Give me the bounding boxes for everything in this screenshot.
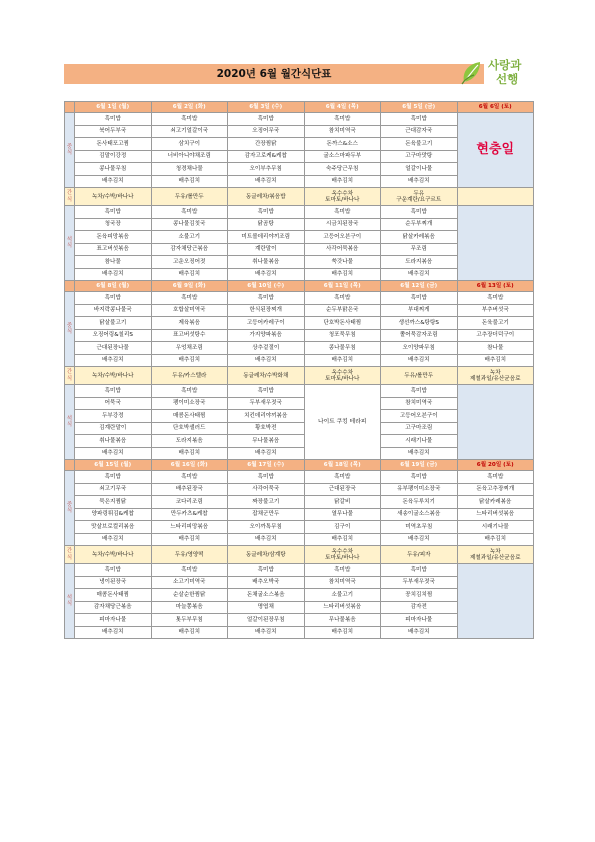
snack-item: 동글레차/볶음밥 [228, 188, 305, 206]
lunch-row [65, 317, 534, 330]
menu-item: 돈육불고기 [457, 317, 534, 330]
menu-item: 미역초무침 [381, 521, 458, 534]
dinner-row [65, 564, 534, 577]
day-header: 6월 5일 (금) [381, 102, 458, 113]
menu-item: 사각어묵국 [228, 483, 305, 496]
menu-item: 콩나물무침 [304, 342, 381, 355]
menu-item: 참치미역국 [304, 125, 381, 138]
menu-item: 단호박샐러드 [151, 422, 228, 435]
menu-item: 흑미밥 [75, 385, 152, 398]
menu-item: 배추김치 [228, 533, 305, 546]
menu-item: 오이양파무침 [381, 342, 458, 355]
menu-item: 고구마조림 [381, 422, 458, 435]
dinner-row [65, 206, 534, 219]
day-header: 6월 17일 (수) [228, 460, 305, 471]
day-header: 6월 11일 (목) [304, 281, 381, 292]
menu-item: 흑미밥 [151, 292, 228, 305]
logo-text-line2: 선행 [496, 72, 519, 86]
menu-item: 감자채당근볶음 [151, 243, 228, 256]
menu-item: 너비아니야채조림 [151, 150, 228, 163]
snack-item: 동글레차/수박화채 [228, 367, 305, 385]
menu-item: 흑미밥 [381, 471, 458, 484]
day-header: 6월 20일 (토) [457, 460, 534, 471]
snack-item: 두유/카스텔라 [151, 367, 228, 385]
snack-row [65, 367, 534, 385]
menu-item: 배추김치 [381, 268, 458, 281]
snack-row [65, 546, 534, 564]
day-header: 6월 9일 (화) [151, 281, 228, 292]
menu-item: 사각어묵볶음 [304, 243, 381, 256]
menu-item: 피마자나물 [381, 614, 458, 627]
menu-item: 상추겉절이 [228, 342, 305, 355]
menu-item: 배추김치 [381, 175, 458, 188]
menu-item: 굴소스마파두부 [304, 150, 381, 163]
menu-item: 흑미밥 [151, 206, 228, 219]
menu-item: 배추김치 [151, 268, 228, 281]
menu-item: 가지양파볶음 [228, 329, 305, 342]
menu-item: 배추김치 [75, 175, 152, 188]
day-header: 6월 16일 (화) [151, 460, 228, 471]
menu-item: 배추김치 [304, 354, 381, 367]
menu-item: 고추장더덕구이 [457, 329, 534, 342]
menu-item: 열무나물 [304, 508, 381, 521]
menu-item: 배추김치 [75, 626, 152, 639]
menu-item: 김구이 [304, 521, 381, 534]
day-header: 6월 19일 (금) [381, 460, 458, 471]
menu-item: 시금치된장국 [304, 218, 381, 231]
menu-item: 배추김치 [151, 354, 228, 367]
menu-item: 돈육고추장찌개 [457, 483, 534, 496]
menu-item: 오이부추무침 [228, 163, 305, 176]
menu-item: 청국장 [75, 218, 152, 231]
menu-item: 잡채군만두 [228, 508, 305, 521]
menu-item: 부추버섯국 [457, 304, 534, 317]
menu-item: 흑미밥 [151, 471, 228, 484]
menu-item: 흑미밥 [151, 564, 228, 577]
menu-item: 닭살불고기 [75, 317, 152, 330]
menu-item: 고등어카레구이 [228, 317, 305, 330]
day-header: 6월 1일 (월) [75, 102, 152, 113]
day-header: 6월 12일 (금) [381, 281, 458, 292]
snack-item: 두유/롤만두 [381, 367, 458, 385]
menu-item: 참나물 [75, 256, 152, 269]
menu-item: 소불고기 [304, 589, 381, 602]
menu-item: 흑미밥 [228, 113, 305, 126]
day-header: 6월 10일 (수) [228, 281, 305, 292]
menu-item: 감자전 [381, 601, 458, 614]
menu-item: 배추김치 [75, 354, 152, 367]
menu-item: 흑미밥 [381, 564, 458, 577]
menu-item: 고운오징어젓 [151, 256, 228, 269]
menu-item: 숙주당근무침 [304, 163, 381, 176]
snack-item: 두유/영양떡 [151, 546, 228, 564]
menu-item: 돈육피망볶음 [75, 231, 152, 244]
menu-item: 흑미밥 [304, 471, 381, 484]
menu-item: 청경채나물 [151, 163, 228, 176]
snack-item: 옥수수차 토마토/바나나 [304, 546, 381, 564]
menu-item: 배추김치 [75, 268, 152, 281]
leaf-logo-icon [460, 60, 484, 86]
menu-item: 취나물볶음 [75, 435, 152, 448]
menu-item: 배추김치 [228, 626, 305, 639]
menu-item: 흑미밥 [228, 206, 305, 219]
page-title: 2020년 6월 월간식단표 [216, 68, 332, 80]
snack-label: 간 식 [65, 546, 75, 564]
menu-item: 간장찜닭 [228, 138, 305, 151]
menu-item: 시래기나물 [381, 435, 458, 448]
logo-text [488, 58, 542, 86]
menu-item: 오이까톡무침 [228, 521, 305, 534]
menu-item: 돈사태포고찜 [75, 138, 152, 151]
snack-item: 두유/피자 [381, 546, 458, 564]
menu-item: 참치미역국 [381, 397, 458, 410]
menu-item: 쑥갓나물 [304, 256, 381, 269]
day-header: 6월 8일 (월) [75, 281, 152, 292]
menu-item: 미트볼데리야끼조림 [228, 231, 305, 244]
menu-item: 우엉채조림 [151, 342, 228, 355]
lunch-row [65, 304, 534, 317]
dinner-row [65, 385, 534, 398]
menu-item: 도라지볶음 [381, 256, 458, 269]
menu-item: 흑미밥 [304, 206, 381, 219]
menu-item: 흑미밥 [151, 113, 228, 126]
menu-item: 배추김치 [381, 447, 458, 460]
menu-item: 부대찌게 [381, 304, 458, 317]
menu-item: 배추김치 [457, 354, 534, 367]
menu-item: 얼갈이된장무침 [228, 614, 305, 627]
menu-item: 흑미밥 [304, 564, 381, 577]
menu-item: 느타리버섯볶음 [304, 601, 381, 614]
dinner-label: 석 식 [65, 385, 75, 460]
menu-item: 느타리버섯볶음 [457, 508, 534, 521]
week-header-row [65, 460, 534, 471]
menu-item: 돈육불고기 [381, 138, 458, 151]
menu-item: 감자고로케&케찹 [228, 150, 305, 163]
lunch-row [65, 508, 534, 521]
menu-item: 유부팽이미소장국 [381, 483, 458, 496]
menu-item: 배추김치 [304, 175, 381, 188]
menu-item: 무나물볶음 [228, 435, 305, 448]
day-header: 6월 13일 (토) [457, 281, 534, 292]
menu-item: 감자채당근볶음 [75, 601, 152, 614]
menu-item: 시래기나물 [457, 521, 534, 534]
menu-item: 콩나물무침 [75, 163, 152, 176]
menu-item: 꽁치김치찜 [381, 589, 458, 602]
saturday-empty [457, 385, 534, 460]
day-header: 6월 6일 (토) [457, 102, 534, 113]
menu-item: 흑미밥 [228, 564, 305, 577]
menu-item: 순살순한찜닭 [151, 589, 228, 602]
holiday-label: 현충일 [457, 113, 534, 188]
lunch-label: 중 식 [65, 471, 75, 546]
menu-item: 닭살카레볶음 [381, 231, 458, 244]
menu-item: 배추김치 [151, 626, 228, 639]
menu-item: 배추김치 [228, 354, 305, 367]
menu-item: 바지락콩나물국 [75, 304, 152, 317]
header-spacer [65, 102, 75, 113]
menu-item: 명엽채 [228, 601, 305, 614]
snack-item: 녹차/수박/바나나 [75, 367, 152, 385]
menu-item: 오징어링&칠리S [75, 329, 152, 342]
day-header: 6월 3일 (수) [228, 102, 305, 113]
menu-item: 피마자나물 [75, 614, 152, 627]
menu-item: 쇠고기얼갈이국 [151, 125, 228, 138]
menu-item: 제육볶음 [151, 317, 228, 330]
menu-item: 참나물 [457, 342, 534, 355]
menu-item: 흑미밥 [228, 471, 305, 484]
menu-item: 돈채굴소스볶음 [228, 589, 305, 602]
menu-item: 어묵국 [75, 397, 152, 410]
lunch-row [65, 483, 534, 496]
lunch-row [65, 533, 534, 546]
day-header: 6월 15일 (월) [75, 460, 152, 471]
menu-item: 고등어오븐구이 [304, 231, 381, 244]
menu-item: 배추김치 [151, 447, 228, 460]
menu-item: 두부강정 [75, 410, 152, 423]
menu-item: 소불고기 [151, 231, 228, 244]
menu-item: 두부새우젓국 [381, 576, 458, 589]
lunch-row [65, 113, 534, 126]
saturday-empty [457, 206, 534, 281]
menu-item: 흑미밥 [151, 385, 228, 398]
menu-item: 흑미밥 [457, 471, 534, 484]
menu-item: 배추김치 [381, 354, 458, 367]
dinner-label: 석 식 [65, 206, 75, 281]
day-header: 6월 4일 (목) [304, 102, 381, 113]
menu-item: 고등어오븐구이 [381, 410, 458, 423]
menu-item: 흑미밥 [381, 206, 458, 219]
menu-item: 배추김치 [228, 447, 305, 460]
menu-item: 쫄어묵감자조림 [381, 329, 458, 342]
menu-item: 오징어무국 [228, 125, 305, 138]
week-header-row [65, 102, 534, 113]
menu-item: 배추김치 [304, 533, 381, 546]
menu-item: 배추된장국 [151, 483, 228, 496]
menu-item: 김말이강정 [75, 150, 152, 163]
menu-item: 배추김치 [228, 268, 305, 281]
lunch-row [65, 471, 534, 484]
menu-item: 흑미밥 [381, 385, 458, 398]
lunch-row [65, 521, 534, 534]
lunch-row [65, 354, 534, 367]
menu-item: 근대된장나물 [75, 342, 152, 355]
menu-item: 닭곰탕 [228, 218, 305, 231]
menu-item: 코다리조림 [151, 496, 228, 509]
menu-item: 두부새우젓국 [228, 397, 305, 410]
menu-item: 돈까스&소스 [304, 138, 381, 151]
menu-item: 배추김치 [75, 533, 152, 546]
lunch-label: 중 식 [65, 113, 75, 188]
menu-item: 순두부찌개 [381, 218, 458, 231]
snack-empty [457, 188, 534, 206]
menu-item: 콩나물김칫국 [151, 218, 228, 231]
menu-item: 참치미역국 [304, 576, 381, 589]
menu-item: 마늘쫑볶음 [151, 601, 228, 614]
menu-item: 흑미밥 [381, 292, 458, 305]
menu-item: 김계란말이 [75, 422, 152, 435]
menu-item: 흑미밥 [457, 292, 534, 305]
menu-item: 소고기미역국 [151, 576, 228, 589]
menu-item: 단호박돈사태찜 [304, 317, 381, 330]
menu-item: 무조림 [381, 243, 458, 256]
menu-item: 흑미밥 [304, 113, 381, 126]
menu-item: 생선까스&탕탕S [381, 317, 458, 330]
logo [460, 58, 540, 92]
menu-item: 표고버섯볶음 [75, 243, 152, 256]
week-header-row [65, 281, 534, 292]
menu-item: 청포묵무침 [304, 329, 381, 342]
menu-item: 삼치구이 [151, 138, 228, 151]
menu-item: 순두부맑은국 [304, 304, 381, 317]
menu-item: 근대감자국 [381, 125, 458, 138]
logo-text-line1: 사랑과 [488, 58, 522, 72]
menu-item: 돈육두루치기 [381, 496, 458, 509]
menu-item: 묵은지찜닭 [75, 496, 152, 509]
menu-item: 배추김치 [304, 626, 381, 639]
menu-item: 흑미밥 [228, 292, 305, 305]
menu-item: 호합살미역국 [151, 304, 228, 317]
menu-item: 닭살카레볶음 [457, 496, 534, 509]
snack-label: 간 식 [65, 188, 75, 206]
lunch-row [65, 292, 534, 305]
menu-item: 흑미밥 [304, 292, 381, 305]
menu-item: 근대된장국 [304, 483, 381, 496]
menu-item: 흑미밥 [75, 564, 152, 577]
snack-item: 녹차 제철과일/유산균음료 [457, 367, 534, 385]
header-spacer [65, 281, 75, 292]
menu-item: 쇠고기무국 [75, 483, 152, 496]
lunch-row [65, 329, 534, 342]
menu-item: 맛살브로컬리볶음 [75, 521, 152, 534]
menu-item: 흑미밥 [228, 385, 305, 398]
menu-item: 배추김치 [304, 268, 381, 281]
menu-item: 냉이된장국 [75, 576, 152, 589]
snack-item: 옥수수차 토마토/바나나 [304, 367, 381, 385]
lunch-row [65, 342, 534, 355]
menu-item: 배추김치 [381, 626, 458, 639]
menu-item: 표고버섯탕수 [151, 329, 228, 342]
menu-item: 팽이미소장국 [151, 397, 228, 410]
menu-item: 치킨데리야끼볶음 [228, 410, 305, 423]
menu-item: 도라지볶음 [151, 435, 228, 448]
menu-item: 한식된장찌개 [228, 304, 305, 317]
menu-item: 배추김치 [151, 175, 228, 188]
day-header: 6월 18일 (목) [304, 460, 381, 471]
menu-item: 새송이굴소스볶음 [381, 508, 458, 521]
menu-item: 배추김치 [457, 533, 534, 546]
menu-item: 황호박전 [228, 422, 305, 435]
menu-item: 취나물볶음 [228, 256, 305, 269]
menu-item: 배추김치 [228, 175, 305, 188]
menu-item: 매콤돈사태찜 [151, 410, 228, 423]
snack-item: 두유/롤만두 [151, 188, 228, 206]
snack-item: 옥수수차 토마토/바나나 [304, 188, 381, 206]
menu-item: 배추김치 [151, 533, 228, 546]
menu-item: 계란말이 [228, 243, 305, 256]
menu-item: 닭갈비 [304, 496, 381, 509]
lunch-row [65, 496, 534, 509]
snack-row [65, 188, 534, 206]
menu-item: 배추김치 [75, 447, 152, 460]
menu-item: 매콤돈사태찜 [75, 589, 152, 602]
lunch-label: 중 식 [65, 292, 75, 367]
menu-item: 북어두부국 [75, 125, 152, 138]
snack-label: 간 식 [65, 367, 75, 385]
header-spacer [65, 460, 75, 471]
dinner-label: 석 식 [65, 564, 75, 639]
menu-item: 흑미밥 [75, 113, 152, 126]
menu-item: 배추김치 [381, 533, 458, 546]
menu-table [64, 101, 534, 639]
snack-item: 동글레차/삼계탕 [228, 546, 305, 564]
saturday-empty [457, 564, 534, 639]
night-cooking-therapy: 나이트 쿠킹 테라피 [304, 385, 381, 460]
snack-item: 녹차 제철과일/유산균음료 [457, 546, 534, 564]
menu-item: 얼갈이나물 [381, 163, 458, 176]
snack-item: 두유 구운계란/요구르트 [381, 188, 458, 206]
menu-item: 만두카츠&케찹 [151, 508, 228, 521]
snack-item: 녹차/수박/바나나 [75, 546, 152, 564]
menu-item: 배추오박국 [228, 576, 305, 589]
menu-item: 흑미밥 [75, 206, 152, 219]
menu-item: 흑미밥 [75, 292, 152, 305]
menu-item: 톳두부무침 [151, 614, 228, 627]
day-header: 6월 2일 (화) [151, 102, 228, 113]
menu-item: 짜장불고기 [228, 496, 305, 509]
menu-item: 무나물볶음 [304, 614, 381, 627]
menu-item: 고구마맛탕 [381, 150, 458, 163]
snack-item: 녹차/수박/바나나 [75, 188, 152, 206]
menu-item: 흑미밥 [381, 113, 458, 126]
menu-item: 흑미밥 [75, 471, 152, 484]
menu-item: 느타리피망볶음 [151, 521, 228, 534]
menu-item: 양파링튀김&케찹 [75, 508, 152, 521]
